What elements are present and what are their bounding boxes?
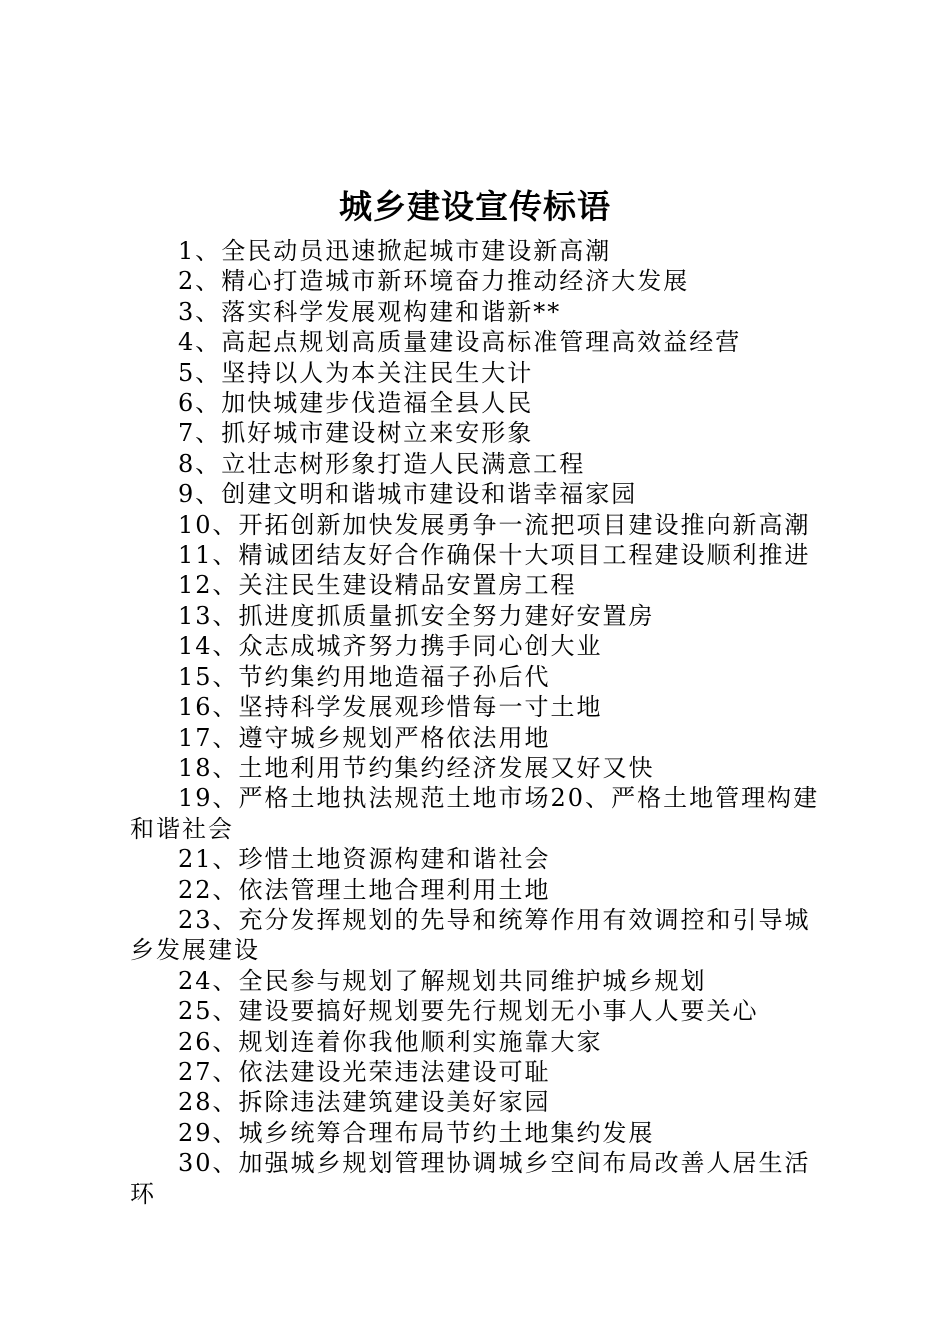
list-item: 28、拆除违法建筑建设美好家园 [178,1088,551,1117]
list-item: 11、精诚团结友好合作确保十大项目工程建设顺利推进 [178,541,811,570]
list-item: 3、落实科学发展观构建和谐新** [178,297,562,326]
list-item: 18、土地利用节约集约经济发展又好又快 [178,753,655,782]
list-item: 19、严格土地执法规范土地市场20、严格土地管理构建和谐社会 [130,784,820,843]
list-item: 30、加强城乡规划管理协调城乡空间布局改善人居生活环 [130,1149,811,1208]
list-item: 25、建设要搞好规划要先行规划无小事人人要关心 [178,997,759,1026]
list-item: 1、全民动员迅速掀起城市建设新高潮 [178,237,612,265]
document-title: 城乡建设宣传标语 [339,187,611,226]
list-item: 7、抓好城市建设树立来安形象 [178,419,534,448]
list-item: 10、开拓创新加快发展勇争一流把项目建设推向新高潮 [178,510,811,539]
list-item: 6、加快城建步伐造福全县人民 [178,389,534,418]
list-item: 24、全民参与规划了解规划共同维护城乡规划 [178,966,707,995]
list-item: 4、高起点规划高质量建设高标准管理高效益经营 [178,328,742,357]
slogan-list [130,236,835,1209]
list-item: 5、坚持以人为本关注民生大计 [178,358,534,387]
list-item: 23、充分发挥规划的先导和统筹作用有效调控和引导城乡发展建设 [130,905,811,965]
list-item: 29、城乡统筹合理布局节约土地集约发展 [178,1118,655,1147]
list-item: 22、依法管理土地合理利用土地 [178,875,551,904]
list-item: 9、创建文明和谐城市建设和谐幸福家园 [178,480,638,509]
list-item: 13、抓进度抓质量抓安全努力建好安置房 [178,601,655,630]
list-item: 21、珍惜土地资源构建和谐社会 [178,845,551,874]
list-item: 8、立壮志树形象打造人民满意工程 [178,449,586,478]
list-item: 27、依法建设光荣违法建设可耻 [178,1057,551,1086]
list-item: 2、精心打造城市新环境奋力推动经济大发展 [178,267,690,296]
list-item: 14、众志成城齐努力携手同心创大业 [178,632,603,661]
list-item: 17、遵守城乡规划严格依法用地 [178,723,551,752]
list-item: 15、节约集约用地造福子孙后代 [178,662,551,691]
list-item: 16、坚持科学发展观珍惜每一寸土地 [178,693,603,722]
list-item: 26、规划连着你我他顺利实施靠大家 [178,1027,603,1056]
list-item: 12、关注民生建设精品安置房工程 [178,571,577,600]
